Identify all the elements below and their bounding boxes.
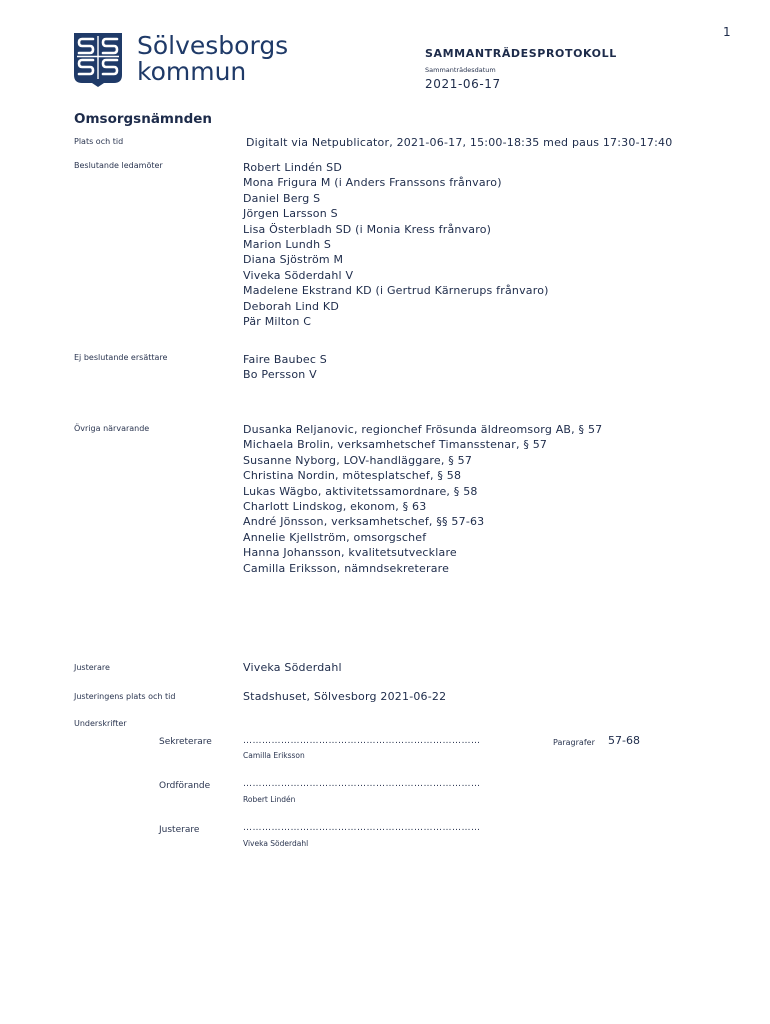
municipality-logo-text	[137, 33, 288, 85]
members-list	[243, 160, 549, 329]
list-item: Robert Lindén SD	[243, 161, 342, 174]
signatures-label: Underskrifter	[74, 719, 127, 728]
committee-title: Omsorgsnämnden	[74, 111, 213, 127]
list-item: Diana Sjöström M	[243, 253, 344, 267]
list-item: Marion Lundh S	[243, 238, 332, 252]
signature-role-secretary: Sekreterare	[159, 737, 212, 747]
paragraph-label: Paragrafer	[553, 738, 595, 747]
signature-role-chair: Ordförande	[159, 781, 211, 791]
list-item: Madelene Ekstrand KD (i Gertrud Kärnerups frånvaro)	[243, 284, 549, 298]
list-item: Dusanka Reljanovic, regionchef Frösunda äldreomsorg AB, § 57	[243, 423, 603, 436]
solvesborg-crest-icon	[74, 33, 122, 87]
list-item: Lukas Wägbo, aktivitetssamordnare, § 58	[243, 484, 478, 498]
others-label: Övriga närvarande	[74, 424, 150, 433]
list-item: Bo Persson V	[243, 368, 317, 382]
list-item: Annelie Kjellström, omsorgschef	[243, 530, 427, 544]
members-label: Beslutande ledamöter	[74, 161, 163, 170]
list-item: Pär Milton C	[243, 315, 312, 329]
substitutes-label: Ej beslutande ersättare	[74, 353, 168, 362]
signature-line-chair: …………………………………………………………………	[243, 779, 481, 789]
meeting-date: 2021-06-17	[425, 77, 501, 91]
list-item: Daniel Berg S	[243, 191, 321, 205]
list-item: Charlott Lindskog, ekonom, § 63	[243, 500, 427, 514]
list-item: Mona Frigura M (i Anders Franssons frånvaro)	[243, 176, 502, 190]
page-number: 1	[723, 25, 731, 39]
signature-line-adjuster: …………………………………………………………………	[243, 823, 481, 833]
place-time-label: Plats och tid	[74, 137, 124, 146]
list-item: Faire Baubec S	[243, 353, 327, 366]
signature-line-secretary: …………………………………………………………………	[243, 736, 481, 746]
signature-role-adjuster: Justerare	[159, 825, 200, 835]
list-item: Camilla Eriksson, nämndsekreterare	[243, 561, 450, 575]
document-type: SAMMANTRÄDESPROTOKOLL	[425, 47, 617, 60]
list-item: Michaela Brolin, verksamhetschef Timansstenar, § 57	[243, 438, 548, 452]
list-item: Susanne Nyborg, LOV-handläggare, § 57	[243, 453, 473, 467]
signature-name-chair: Robert Lindén	[243, 795, 296, 804]
signature-name-secretary: Camilla Eriksson	[243, 751, 305, 760]
adjuster-value: Viveka Söderdahl	[243, 661, 342, 674]
logo-line-2: kommun	[137, 57, 247, 86]
adjust-place-value: Stadshuset, Sölvesborg 2021-06-22	[243, 690, 447, 703]
list-item: André Jönsson, verksamhetschef, §§ 57-63	[243, 515, 485, 529]
list-item: Deborah Lind KD	[243, 299, 340, 313]
substitutes-list	[243, 352, 327, 383]
meeting-date-label: Sammanträdesdatum	[425, 66, 496, 74]
adjuster-label: Justerare	[74, 663, 110, 672]
logo-line-1: Sölvesborgs	[137, 31, 289, 60]
others-list	[243, 422, 602, 576]
adjust-place-label: Justeringens plats och tid	[74, 692, 176, 701]
paragraph-value: 57-68	[608, 734, 640, 747]
list-item: Jörgen Larsson S	[243, 207, 338, 221]
signature-name-adjuster: Viveka Söderdahl	[243, 839, 309, 848]
place-time-value: Digitalt via Netpublicator, 2021-06-17, 15:00-18:35 med paus 17:30-17:40	[246, 136, 673, 149]
list-item: Viveka Söderdahl V	[243, 268, 354, 282]
list-item: Christina Nordin, mötesplatschef, § 58	[243, 469, 462, 483]
list-item: Lisa Österbladh SD (i Monia Kress frånvaro)	[243, 222, 492, 236]
list-item: Hanna Johansson, kvalitetsutvecklare	[243, 546, 457, 560]
